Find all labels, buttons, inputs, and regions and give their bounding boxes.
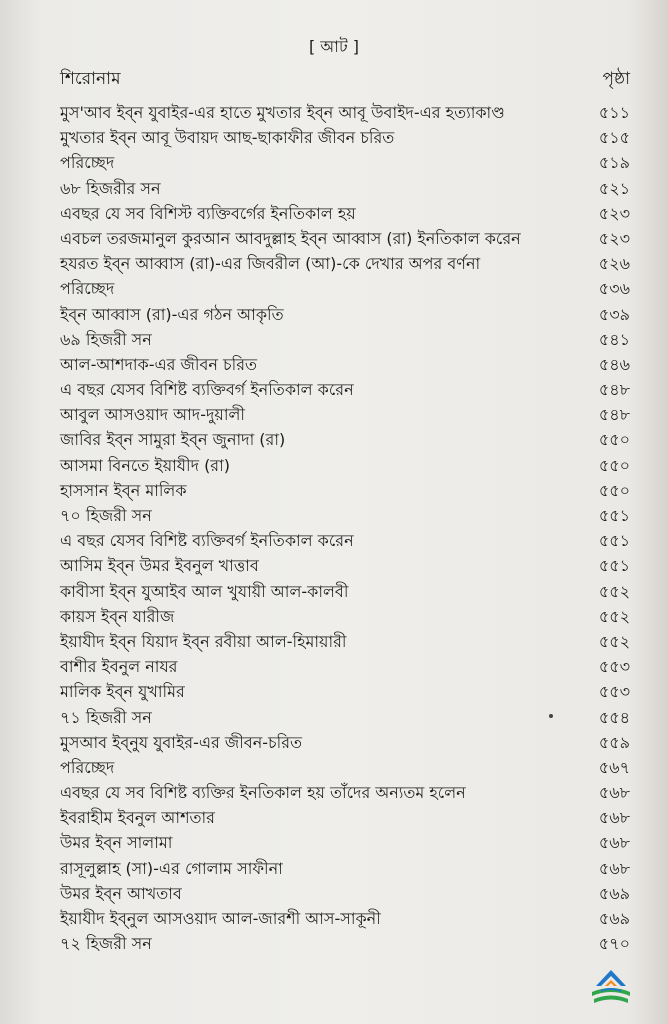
toc-entry-title: আল-আশদাক-এর জীবন চরিত xyxy=(60,354,258,374)
toc-entry-title: ইব্‌ন আব্বাস (রা)-এর গঠন আকৃতি xyxy=(60,304,284,324)
toc-entry xyxy=(60,201,630,226)
toc-entry-page: ৫৬৮ xyxy=(598,833,630,853)
page-number: [ আট ] xyxy=(308,37,360,56)
publisher-logo-icon xyxy=(588,966,634,1010)
toc-entry-title: জাবির ইব্‌ন সামুরা ইব্‌ন জুনাদা (রা) xyxy=(60,430,286,450)
toc-entry xyxy=(60,377,630,402)
toc-entry-page: ৫৫৩ xyxy=(598,682,630,702)
toc-entry-page: ৫৪৬ xyxy=(598,354,630,374)
toc-entry-page: ৫৬৯ xyxy=(598,909,630,928)
toc-entry xyxy=(60,125,630,150)
toc-entry-page: ৫৫২ xyxy=(598,581,630,601)
toc-entry-page: ৫১৫ xyxy=(598,128,630,148)
toc-entry-page: ৫৫৯ xyxy=(598,732,630,752)
toc-entry xyxy=(60,251,630,276)
toc-entry xyxy=(60,402,630,427)
toc-entry-title: এবছর যে সব বিশিষ্ট ব্যক্তির ইনতিকাল হয় তাঁদের অন্যতম হলেন xyxy=(60,783,466,803)
toc-entry xyxy=(60,453,630,478)
toc-entry-title: বাশীর ইবনুল নাযর xyxy=(60,657,178,677)
toc-entry xyxy=(60,528,630,553)
toc-entry-title: ৭০ হিজরী সন xyxy=(60,506,152,525)
toc-entry-page: ৫৪১ xyxy=(598,329,630,349)
toc-entry xyxy=(60,150,630,175)
toc-entry-title: পরিচ্ছেদ xyxy=(60,757,115,777)
toc-entry-page: ৫৫২ xyxy=(598,606,630,626)
toc-entry xyxy=(60,805,630,830)
toc-entry xyxy=(60,830,630,855)
table-of-contents xyxy=(60,100,630,956)
toc-entry-page: ৫১৯ xyxy=(598,153,630,173)
toc-entry-title: আসিম ইব্‌ন উমর ইবনুল খাত্তাব xyxy=(60,556,259,576)
toc-entry-title: ৬৯ হিজরী সন xyxy=(60,329,152,349)
toc-entry-page: ৫৫০ xyxy=(598,430,630,450)
toc-entry-page: ৫৬৮ xyxy=(598,808,630,828)
toc-entry-title: এ বছর যেসব বিশিষ্ট ব্যক্তিবর্গ ইনতিকাল করেন xyxy=(60,531,354,551)
toc-entry xyxy=(60,604,630,629)
toc-entry-title: এ বছর যেসব বিশিষ্ট ব্যক্তিবর্গ ইনতিকাল করেন xyxy=(60,380,354,400)
toc-entry xyxy=(60,276,630,301)
toc-entry xyxy=(60,226,630,251)
toc-entry-page: ৫২১ xyxy=(598,178,630,198)
toc-entry-page: ৫৬৭ xyxy=(598,757,630,777)
toc-entry xyxy=(60,176,630,201)
toc-entry xyxy=(60,302,630,327)
toc-entry-title: কায়স ইব্‌ন যারীজ xyxy=(60,606,175,626)
toc-entry-title: উমর ইব্‌ন সালামা xyxy=(60,833,173,853)
toc-entry xyxy=(60,629,630,654)
toc-entry-page: ৫৪৮ xyxy=(598,380,630,400)
toc-entry xyxy=(60,352,630,377)
toc-entry-title: হাসসান ইব্‌ন মালিক xyxy=(60,480,187,500)
toc-entry xyxy=(60,579,630,604)
toc-entry xyxy=(60,755,630,780)
toc-entry-page: ৫৭০ xyxy=(598,934,630,954)
toc-entry-title: ৭২ হিজরী সন xyxy=(60,934,152,954)
toc-entry-title: ৭১ হিজরী সন xyxy=(60,707,152,727)
toc-entry-title: মুসআব ইব্‌নুয যুবাইর-এর জীবন-চরিত xyxy=(60,732,303,752)
toc-entry-title: উমর ইব্‌ন আখতাব xyxy=(60,883,182,903)
toc-entry-page: ৫৫১ xyxy=(598,531,630,551)
toc-entry-page: ৫৩৯ xyxy=(598,304,630,324)
toc-entry-title: কাবীসা ইব্‌ন যুআইব আল খুযায়ী আল-কালবী xyxy=(60,581,349,601)
toc-entry-page: ৫২৩ xyxy=(598,228,630,248)
toc-entry xyxy=(60,931,630,956)
toc-entry xyxy=(60,327,630,352)
toc-entry xyxy=(60,654,630,679)
toc-entry-title: হযরত ইব্‌ন আব্বাস (রা)-এর জিবরীল (আ)-কে দেখার অপর বর্ণনা xyxy=(60,254,481,274)
toc-entry xyxy=(60,503,630,528)
toc-entry-title: ইয়াযীদ ইব্‌ন যিয়াদ ইব্‌ন রবীয়া আল-হিমায়ারী xyxy=(60,631,347,651)
toc-entry-title: মুখতার ইব্‌ন আবূ উবায়দ আছ-ছাকাফীর জীবন চরিত xyxy=(60,128,395,148)
toc-entry-title: মুস'আব ইব্‌ন যুবাইর-এর হাতে মুখতার ইব্‌ন আবূ উবাইদ-এর হত্যাকাণ্ড xyxy=(60,103,505,122)
toc-entry-title: আবুল আসওয়াদ আদ-দুয়ালী xyxy=(60,405,245,425)
toc-entry-page: ৫২৩ xyxy=(598,203,630,223)
toc-entry xyxy=(60,856,630,881)
toc-entry-title: ইয়াযীদ ইব্‌নুল আসওয়াদ আল-জারশী আস-সাকূনী xyxy=(60,909,381,928)
toc-entry xyxy=(60,100,630,125)
toc-entry-page: ৫১১ xyxy=(598,103,630,122)
toc-entry-page: ৫৫২ xyxy=(598,631,630,651)
toc-entry-title: এবছর যে সব বিশিস্ট ব্যক্তিবর্গের ইনতিকাল হয় xyxy=(60,203,356,223)
toc-entry-title: এবচল তরজমানুল কুরআন আবদুল্লাহ ইব্‌ন আব্বাস (রা) ইনতিকাল করেন xyxy=(60,228,521,248)
page-column-label: পৃষ্ঠা xyxy=(602,69,630,89)
toc-entry xyxy=(60,906,630,931)
toc-entry-page: ৫৫০ xyxy=(598,480,630,500)
toc-entry-title: রাসূলুল্লাহ (সা)-এর গোলাম সাফীনা xyxy=(60,858,283,878)
toc-entry-title: পরিচ্ছেদ xyxy=(60,153,115,173)
toc-entry xyxy=(60,553,630,578)
ink-dot xyxy=(549,714,553,718)
toc-entry-page: ৫৩৬ xyxy=(598,279,630,299)
toc-entry-title: ৬৮ হিজরীর সন xyxy=(60,178,161,198)
toc-entry-page: ৫৬৮ xyxy=(598,783,630,803)
toc-entry xyxy=(60,478,630,503)
title-column-label: শিরোনাম xyxy=(60,69,121,89)
toc-entry-page: ৫৫০ xyxy=(598,455,630,475)
toc-entry-title: ইবরাহীম ইবনুল আশতার xyxy=(60,808,215,828)
toc-entry xyxy=(60,427,630,452)
toc-entry-page: ৫৫১ xyxy=(598,506,630,525)
toc-entry-title: মালিক ইব্‌ন যুখামির xyxy=(60,682,185,702)
toc-entry-page: ৫৫১ xyxy=(598,556,630,576)
toc-entry-page: ৫৬৮ xyxy=(598,858,630,878)
toc-entry-page: ৫২৬ xyxy=(598,254,630,274)
toc-entry-page: ৫৪৮ xyxy=(598,405,630,425)
toc-entry xyxy=(60,730,630,755)
toc-entry-page: ৫৬৯ xyxy=(598,883,630,903)
toc-entry-page: ৫৫৩ xyxy=(598,657,630,677)
toc-entry xyxy=(60,881,630,906)
toc-entry-title: পরিচ্ছেদ xyxy=(60,279,115,299)
toc-entry xyxy=(60,679,630,704)
toc-entry-page: ৫৫৪ xyxy=(598,707,630,727)
toc-entry-title: আসমা বিনতে ইয়াযীদ (রা) xyxy=(60,455,230,475)
toc-header xyxy=(60,66,630,92)
toc-entry xyxy=(60,705,630,730)
toc-entry xyxy=(60,780,630,805)
